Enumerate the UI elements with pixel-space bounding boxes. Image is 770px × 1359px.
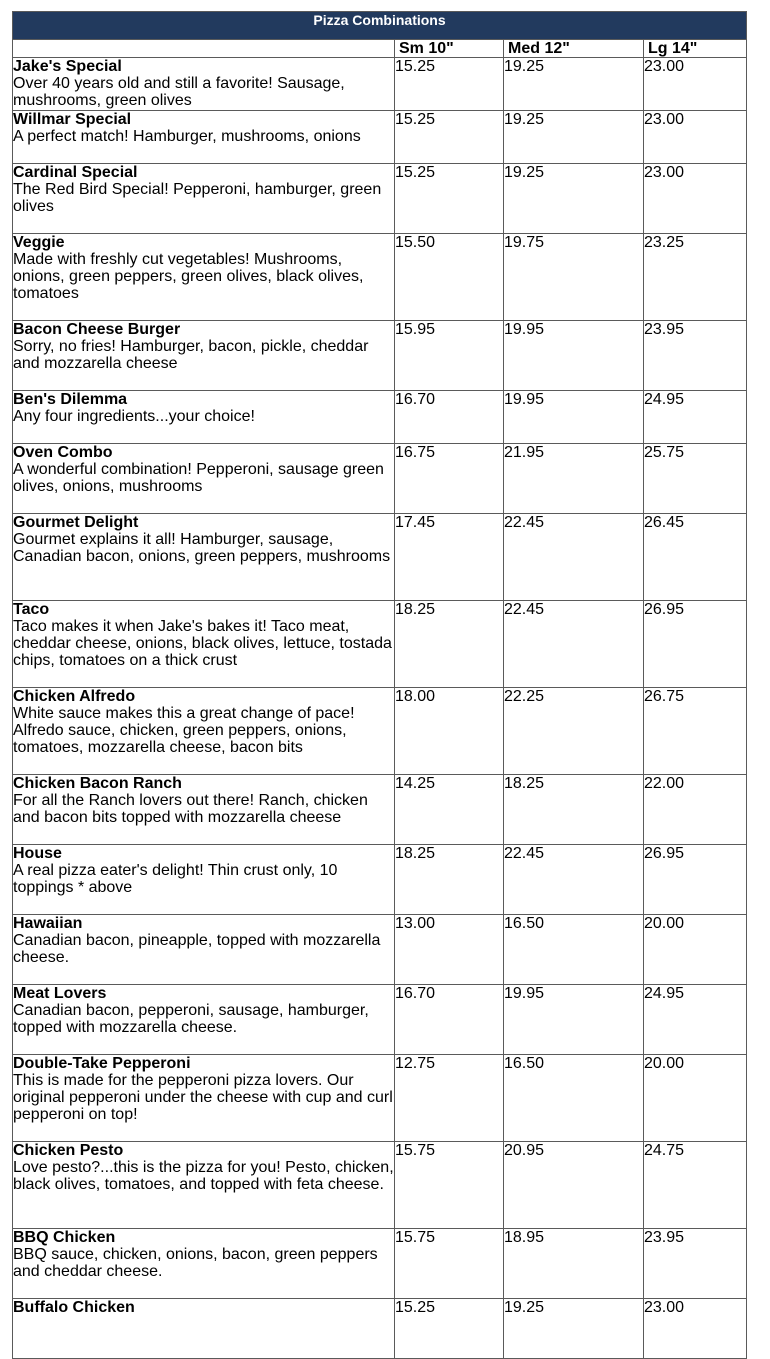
price-medium: 22.45 [504,514,644,601]
menu-item-description-cell [13,444,395,514]
price-large: 23.00 [644,111,747,164]
price-medium: 19.95 [504,321,644,391]
price-medium: 19.25 [504,164,644,234]
size-header-blank [13,40,395,58]
menu-item-name: Buffalo Chicken [13,1299,135,1316]
price-large: 23.00 [644,58,747,111]
price-large: 22.00 [644,775,747,845]
price-small: 13.00 [395,915,504,985]
menu-item-row [13,1142,747,1229]
menu-item-row [13,234,747,321]
menu-item-ingredients: Canadian bacon, pepperoni, sausage, hamburger, topped with mozzarella cheese. [13,1002,369,1036]
menu-item-row [13,915,747,985]
price-large: 23.95 [644,321,747,391]
menu-item-description-cell [13,688,395,775]
price-large: 26.45 [644,514,747,601]
menu-item-description-cell [13,845,395,915]
menu-item-description-cell [13,391,395,444]
menu-item-description-cell [13,985,395,1055]
price-medium: 20.95 [504,1142,644,1229]
price-medium: 22.25 [504,688,644,775]
price-large: 23.95 [644,1229,747,1299]
menu-item-row [13,111,747,164]
menu-item-ingredients: Gourmet explains it all! Hamburger, sausage, Canadian bacon, onions, green peppers, mushrooms [13,531,391,565]
price-large: 23.00 [644,164,747,234]
price-medium: 19.25 [504,1299,644,1359]
table-title: Pizza Combinations [13,12,747,40]
price-large: 23.25 [644,234,747,321]
menu-item-ingredients: This is made for the pepperoni pizza lovers. Our original pepperoni under the cheese with cup and curl pepperoni on top! [13,1072,393,1123]
price-small: 14.25 [395,775,504,845]
menu-item-row [13,985,747,1055]
menu-item-ingredients: Love pesto?...this is the pizza for you! Pesto, chicken, black olives, tomatoes, and topped with feta cheese. [13,1159,394,1193]
menu-item-row [13,58,747,111]
menu-item-ingredients: Canadian bacon, pineapple, topped with mozzarella cheese. [13,932,381,966]
price-medium: 19.25 [504,58,644,111]
menu-item-name: Jake's Special [13,58,122,75]
size-header-large: Lg 14" [644,40,747,58]
price-large: 26.75 [644,688,747,775]
price-small: 18.00 [395,688,504,775]
menu-item-ingredients: Over 40 years old and still a favorite! Sausage, mushrooms, green olives [13,75,345,109]
menu-item-row [13,164,747,234]
price-small: 15.25 [395,111,504,164]
menu-item-ingredients: Made with freshly cut vegetables! Mushrooms, onions, green peppers, green olives, black olives, tomatoes [13,251,364,302]
price-large: 26.95 [644,601,747,688]
menu-item-name: Oven Combo [13,444,113,461]
price-medium: 22.45 [504,845,644,915]
price-small: 18.25 [395,845,504,915]
menu-item-name: Hawaiian [13,915,83,932]
price-medium: 18.25 [504,775,644,845]
menu-item-row [13,1229,747,1299]
menu-item-row [13,845,747,915]
menu-item-ingredients: White sauce makes this a great change of pace! Alfredo sauce, chicken, green peppers, onions, tomatoes, mozzarella cheese, bacon bits [13,705,355,756]
price-large: 20.00 [644,1055,747,1142]
price-medium: 16.50 [504,1055,644,1142]
menu-item-description-cell [13,321,395,391]
menu-item-ingredients: The Red Bird Special! Pepperoni, hamburger, green olives [13,181,382,215]
menu-item-name: BBQ Chicken [13,1229,116,1246]
menu-item-name: Chicken Alfredo [13,688,136,705]
menu-item-row [13,391,747,444]
price-small: 15.25 [395,1299,504,1359]
table-title-row [13,12,747,40]
price-small: 15.75 [395,1142,504,1229]
menu-item-description-cell [13,601,395,688]
price-medium: 18.95 [504,1229,644,1299]
menu-item-ingredients: For all the Ranch lovers out there! Ranch, chicken and bacon bits topped with mozzarella cheese [13,792,368,826]
price-medium: 19.95 [504,985,644,1055]
menu-item-name: Chicken Bacon Ranch [13,775,182,792]
menu-item-row [13,1055,747,1142]
price-small: 15.50 [395,234,504,321]
price-small: 16.70 [395,985,504,1055]
price-small: 15.75 [395,1229,504,1299]
menu-item-name: House [13,845,62,862]
price-small: 15.25 [395,164,504,234]
menu-item-ingredients: Any four ingredients...your choice! [13,408,255,425]
price-medium: 16.50 [504,915,644,985]
price-small: 12.75 [395,1055,504,1142]
menu-item-description-cell [13,1142,395,1229]
menu-item-row [13,688,747,775]
pizza-combinations-table [12,11,747,1359]
menu-item-name: Cardinal Special [13,164,138,181]
price-large: 24.75 [644,1142,747,1229]
menu-item-description-cell [13,111,395,164]
menu-item-row [13,1299,747,1359]
menu-item-description-cell [13,164,395,234]
price-large: 24.95 [644,985,747,1055]
menu-item-row [13,601,747,688]
menu-item-description-cell [13,775,395,845]
menu-item-ingredients: Sorry, no fries! Hamburger, bacon, pickle, cheddar and mozzarella cheese [13,338,369,372]
price-medium: 22.45 [504,601,644,688]
price-large: 24.95 [644,391,747,444]
menu-item-description-cell [13,1229,395,1299]
menu-item-name: Willmar Special [13,111,132,128]
menu-item-description-cell [13,234,395,321]
menu-item-ingredients: Taco makes it when Jake's bakes it! Taco meat, cheddar cheese, onions, black olives, lettuce, tostada chips, tomatoes on a thick crust [13,618,392,669]
size-header-row [13,40,747,58]
menu-item-row [13,321,747,391]
price-medium: 19.75 [504,234,644,321]
menu-item-name: Chicken Pesto [13,1142,124,1159]
price-small: 16.75 [395,444,504,514]
menu-item-row [13,514,747,601]
menu-item-name: Double-Take Pepperoni [13,1055,191,1072]
price-medium: 19.95 [504,391,644,444]
price-medium: 19.25 [504,111,644,164]
menu-item-ingredients: BBQ sauce, chicken, onions, bacon, green peppers and cheddar cheese. [13,1246,378,1280]
size-header-medium: Med 12" [504,40,644,58]
price-small: 18.25 [395,601,504,688]
menu-item-ingredients: A wonderful combination! Pepperoni, sausage green olives, onions, mushrooms [13,461,384,495]
menu-item-description-cell [13,58,395,111]
menu-item-name: Veggie [13,234,65,251]
price-small: 15.95 [395,321,504,391]
menu-item-ingredients: A real pizza eater's delight! Thin crust only, 10 toppings * above [13,862,338,896]
price-large: 23.00 [644,1299,747,1359]
menu-item-description-cell [13,1299,395,1359]
size-header-small: Sm 10" [395,40,504,58]
menu-item-name: Ben's Dilemma [13,391,128,408]
price-medium: 21.95 [504,444,644,514]
menu-item-name: Bacon Cheese Burger [13,321,181,338]
menu-item-row [13,775,747,845]
price-large: 20.00 [644,915,747,985]
menu-item-row [13,444,747,514]
menu-item-name: Meat Lovers [13,985,107,1002]
price-small: 15.25 [395,58,504,111]
menu-item-ingredients: A perfect match! Hamburger, mushrooms, onions [13,128,361,145]
menu-item-name: Taco [13,601,50,618]
price-large: 25.75 [644,444,747,514]
menu-item-description-cell [13,514,395,601]
price-large: 26.95 [644,845,747,915]
menu-item-description-cell [13,915,395,985]
menu-item-description-cell [13,1055,395,1142]
menu-item-name: Gourmet Delight [13,514,139,531]
price-small: 16.70 [395,391,504,444]
price-small: 17.45 [395,514,504,601]
